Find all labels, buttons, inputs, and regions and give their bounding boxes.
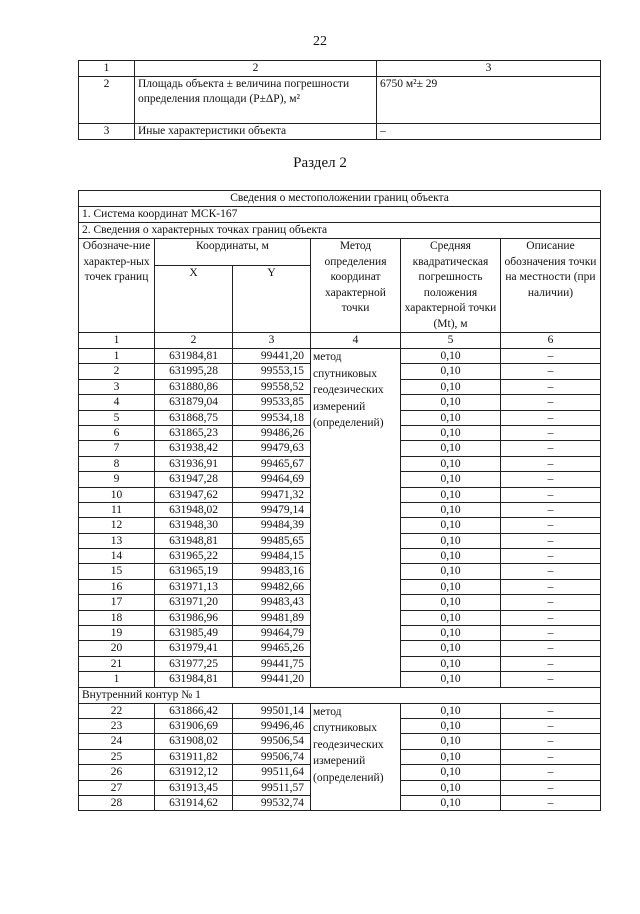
point-number: 16 xyxy=(79,579,155,594)
point-number: 10 xyxy=(79,487,155,502)
point-number: 23 xyxy=(79,718,155,733)
coord-x: 631984,81 xyxy=(155,349,233,364)
point-description: – xyxy=(501,656,601,671)
point-error: 0,10 xyxy=(401,441,501,456)
coord-y: 99496,46 xyxy=(233,718,311,733)
point-error: 0,10 xyxy=(401,734,501,749)
coord-y: 99558,52 xyxy=(233,379,311,394)
coordinates-header: Координаты, м xyxy=(155,239,311,266)
point-description: – xyxy=(501,518,601,533)
point-description: – xyxy=(501,487,601,502)
point-number: 12 xyxy=(79,518,155,533)
coord-x: 631947,28 xyxy=(155,472,233,487)
point-description: – xyxy=(501,349,601,364)
point-number: 18 xyxy=(79,610,155,625)
coord-x: 631948,02 xyxy=(155,502,233,517)
point-description: – xyxy=(501,672,601,687)
point-number: 15 xyxy=(79,564,155,579)
row-name: Площадь объекта ± величина погрешности определения площади (P±ΔP), м² xyxy=(135,77,377,124)
coord-y: 99479,63 xyxy=(233,441,311,456)
table-row xyxy=(79,77,601,124)
point-error: 0,10 xyxy=(401,564,501,579)
coord-x: 631965,19 xyxy=(155,564,233,579)
point-description: – xyxy=(501,441,601,456)
page-number: 22 xyxy=(313,34,327,49)
point-error: 0,10 xyxy=(401,425,501,440)
boundary-points-table xyxy=(78,190,601,811)
point-error: 0,10 xyxy=(401,672,501,687)
col-number: 5 xyxy=(401,333,501,349)
point-description: – xyxy=(501,749,601,764)
point-number: 27 xyxy=(79,780,155,795)
coord-y: 99511,57 xyxy=(233,780,311,795)
col-header-1: 1 xyxy=(79,61,135,77)
coord-x: 631868,75 xyxy=(155,410,233,425)
inner-contour-label: Внутренний контур № 1 xyxy=(79,687,601,703)
points-info-row: 2. Сведения о характерных точках границ объекта xyxy=(79,223,601,239)
coord-x: 631912,12 xyxy=(155,765,233,780)
point-description: – xyxy=(501,456,601,471)
coord-y: 99464,79 xyxy=(233,626,311,641)
point-error: 0,10 xyxy=(401,349,501,364)
col-number: 3 xyxy=(233,333,311,349)
point-description: – xyxy=(501,410,601,425)
table-row xyxy=(79,349,601,364)
point-description: – xyxy=(501,549,601,564)
point-number: 3 xyxy=(79,379,155,394)
point-number: 24 xyxy=(79,734,155,749)
coord-y: 99501,14 xyxy=(233,703,311,718)
method-header: Метод определения координат характерной точки xyxy=(311,239,401,333)
point-error: 0,10 xyxy=(401,518,501,533)
col-header-3: 3 xyxy=(377,61,601,77)
coord-y: 99506,54 xyxy=(233,734,311,749)
coord-y: 99553,15 xyxy=(233,364,311,379)
coord-y: 99532,74 xyxy=(233,795,311,810)
point-error: 0,10 xyxy=(401,502,501,517)
coord-x: 631948,30 xyxy=(155,518,233,533)
coord-y: 99471,32 xyxy=(233,487,311,502)
coord-x: 631865,23 xyxy=(155,425,233,440)
object-characteristics-table xyxy=(78,60,601,140)
point-error: 0,10 xyxy=(401,765,501,780)
coord-x: 631911,82 xyxy=(155,749,233,764)
coord-y: 99465,67 xyxy=(233,456,311,471)
row-number: 2 xyxy=(79,77,135,124)
point-error: 0,10 xyxy=(401,456,501,471)
point-description: – xyxy=(501,718,601,733)
point-description: – xyxy=(501,626,601,641)
coord-x: 631938,42 xyxy=(155,441,233,456)
point-number: 14 xyxy=(79,549,155,564)
point-description: – xyxy=(501,364,601,379)
coord-y: 99441,20 xyxy=(233,672,311,687)
error-header: Средняя квадратическая погрешность положения характерной точки (Mt), м xyxy=(401,239,501,333)
coord-x: 631866,42 xyxy=(155,703,233,718)
point-error: 0,10 xyxy=(401,656,501,671)
coord-x: 631948,81 xyxy=(155,533,233,548)
description-header: Описание обозначения точки на местности (при наличии) xyxy=(501,239,601,333)
point-number: 2 xyxy=(79,364,155,379)
coord-x: 631936,91 xyxy=(155,456,233,471)
coordinate-system-row: 1. Система координат МСК-167 xyxy=(79,207,601,223)
table-title: Сведения о местоположении границ объекта xyxy=(79,191,601,207)
point-error: 0,10 xyxy=(401,626,501,641)
col-number: 2 xyxy=(155,333,233,349)
coord-y: 99506,74 xyxy=(233,749,311,764)
point-error: 0,10 xyxy=(401,610,501,625)
coord-y: 99511,64 xyxy=(233,765,311,780)
coord-y: 99479,14 xyxy=(233,502,311,517)
point-error: 0,10 xyxy=(401,703,501,718)
coord-x: 631984,81 xyxy=(155,672,233,687)
point-error: 0,10 xyxy=(401,364,501,379)
point-number: 25 xyxy=(79,749,155,764)
point-number: 5 xyxy=(79,410,155,425)
coord-x: 631986,96 xyxy=(155,610,233,625)
coord-y: 99441,20 xyxy=(233,349,311,364)
table-row xyxy=(79,124,601,140)
point-error: 0,10 xyxy=(401,395,501,410)
row-value: – xyxy=(377,124,601,140)
point-description: – xyxy=(501,472,601,487)
coord-x: 631908,02 xyxy=(155,734,233,749)
coord-x: 631880,86 xyxy=(155,379,233,394)
col-number: 6 xyxy=(501,333,601,349)
point-description: – xyxy=(501,703,601,718)
method-cell: метод спутниковых геодезических измерений (определений) xyxy=(311,349,401,688)
point-error: 0,10 xyxy=(401,533,501,548)
point-error: 0,10 xyxy=(401,472,501,487)
point-number: 6 xyxy=(79,425,155,440)
coord-y: 99465,26 xyxy=(233,641,311,656)
point-description: – xyxy=(501,780,601,795)
coord-y: 99441,75 xyxy=(233,656,311,671)
coord-x: 631977,25 xyxy=(155,656,233,671)
coord-y: 99483,43 xyxy=(233,595,311,610)
point-number: 1 xyxy=(79,349,155,364)
point-description: – xyxy=(501,765,601,780)
point-description: – xyxy=(501,641,601,656)
point-error: 0,10 xyxy=(401,718,501,733)
coord-y: 99486,26 xyxy=(233,425,311,440)
row-name: Иные характеристики объекта xyxy=(135,124,377,140)
point-error: 0,10 xyxy=(401,780,501,795)
col-number: 1 xyxy=(79,333,155,349)
coord-x: 631965,22 xyxy=(155,549,233,564)
coord-y: 99481,89 xyxy=(233,610,311,625)
point-description: – xyxy=(501,395,601,410)
coord-y: 99483,16 xyxy=(233,564,311,579)
coord-x: 631971,20 xyxy=(155,595,233,610)
point-number: 4 xyxy=(79,395,155,410)
point-description: – xyxy=(501,734,601,749)
point-error: 0,10 xyxy=(401,595,501,610)
point-error: 0,10 xyxy=(401,579,501,594)
point-number: 7 xyxy=(79,441,155,456)
section-title: Раздел 2 xyxy=(293,155,347,171)
x-header: X xyxy=(155,266,233,333)
point-description: – xyxy=(501,564,601,579)
y-header: Y xyxy=(233,266,311,333)
point-description: – xyxy=(501,425,601,440)
coord-x: 631979,41 xyxy=(155,641,233,656)
coord-x: 631947,62 xyxy=(155,487,233,502)
point-description: – xyxy=(501,533,601,548)
coord-x: 631985,49 xyxy=(155,626,233,641)
point-description: – xyxy=(501,379,601,394)
point-number: 28 xyxy=(79,795,155,810)
point-number: 8 xyxy=(79,456,155,471)
coord-y: 99533,85 xyxy=(233,395,311,410)
coord-x: 631913,45 xyxy=(155,780,233,795)
coord-y: 99484,39 xyxy=(233,518,311,533)
point-description: – xyxy=(501,502,601,517)
coord-y: 99484,15 xyxy=(233,549,311,564)
point-number: 1 xyxy=(79,672,155,687)
point-description: – xyxy=(501,610,601,625)
point-error: 0,10 xyxy=(401,549,501,564)
row-number: 3 xyxy=(79,124,135,140)
coord-x: 631971,13 xyxy=(155,579,233,594)
point-error: 0,10 xyxy=(401,410,501,425)
designation-header: Обозначе-ние характер-ных точек границ xyxy=(79,239,155,333)
point-error: 0,10 xyxy=(401,487,501,502)
coord-x: 631914,62 xyxy=(155,795,233,810)
point-error: 0,10 xyxy=(401,749,501,764)
col-header-2: 2 xyxy=(135,61,377,77)
coord-y: 99464,69 xyxy=(233,472,311,487)
coord-x: 631906,69 xyxy=(155,718,233,733)
point-number: 21 xyxy=(79,656,155,671)
coord-x: 631995,28 xyxy=(155,364,233,379)
point-number: 22 xyxy=(79,703,155,718)
point-number: 17 xyxy=(79,595,155,610)
point-error: 0,10 xyxy=(401,641,501,656)
point-number: 20 xyxy=(79,641,155,656)
coord-y: 99534,18 xyxy=(233,410,311,425)
point-number: 13 xyxy=(79,533,155,548)
table-row xyxy=(79,703,601,718)
coord-y: 99482,66 xyxy=(233,579,311,594)
point-number: 26 xyxy=(79,765,155,780)
point-number: 19 xyxy=(79,626,155,641)
column-numbers-row xyxy=(79,333,601,349)
point-description: – xyxy=(501,595,601,610)
method-cell: метод спутниковых геодезических измерений (определений) xyxy=(311,703,401,811)
point-description: – xyxy=(501,795,601,810)
row-value: 6750 м²± 29 xyxy=(377,77,601,124)
point-number: 9 xyxy=(79,472,155,487)
point-number: 11 xyxy=(79,502,155,517)
point-error: 0,10 xyxy=(401,795,501,810)
coord-x: 631879,04 xyxy=(155,395,233,410)
col-number: 4 xyxy=(311,333,401,349)
table-header-row xyxy=(79,61,601,77)
coord-y: 99485,65 xyxy=(233,533,311,548)
point-error: 0,10 xyxy=(401,379,501,394)
point-description: – xyxy=(501,579,601,594)
